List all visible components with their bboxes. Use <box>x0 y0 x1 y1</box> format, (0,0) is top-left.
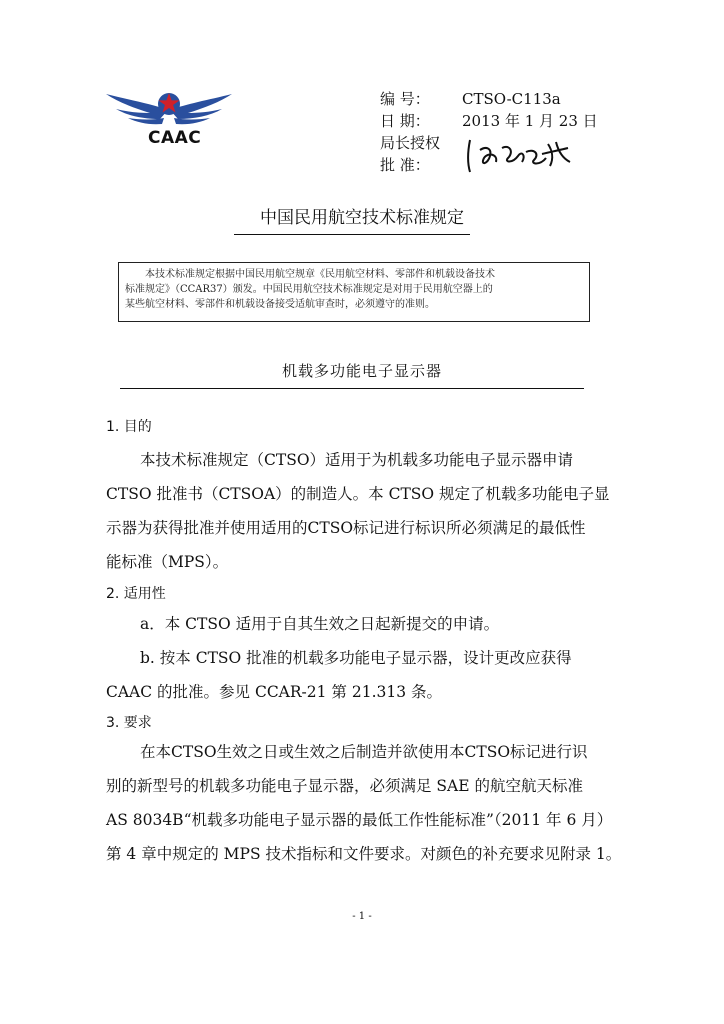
section-2-heading: 2. 适用性 <box>106 586 166 602</box>
section-1-body <box>106 443 616 579</box>
section-3-line <box>106 769 616 803</box>
date-label: 日 期： <box>380 112 430 130</box>
section-3-line <box>106 735 616 769</box>
document-title: 机载多功能电子显示器 <box>281 362 442 380</box>
section-3-heading: 3. 要求 <box>106 715 152 731</box>
section-2-line-a: a．本 CTSO 适用于自其生效之日起新提交的申请。 <box>140 615 500 633</box>
section-1-line-1: 本技术标准规定（CTSO）适用于为机载多功能电子显示器申请 <box>140 451 574 469</box>
page-number: - 1 - <box>352 911 372 922</box>
authorization-label: 局长授权 <box>380 134 441 152</box>
section-3-body <box>106 735 622 871</box>
regulation-title: 中国民用航空技术标准规定 <box>260 208 464 228</box>
notice-line-2: 标准规定》（CCAR37）颁发。中国民用航空技术标准规定是对用于民用航空器上的 <box>125 284 493 295</box>
meta-number-row <box>380 88 598 110</box>
document-title-underline <box>120 388 584 389</box>
section-2-item-a <box>106 607 616 641</box>
section-1-line-3: 示器为获得批准并使用适用的CTSO标记进行标识所必须满足的最低性 <box>106 519 586 537</box>
notice-line-3: 某些航空材料、零部件和机载设备接受适航审查时，必须遵守的准则。 <box>125 299 435 310</box>
section-3-line-4: 第 4 章中规定的 MPS 技术指标和文件要求。对颜色的补充要求见附录 1。 <box>106 845 622 863</box>
section-2-item-b-cont <box>106 675 616 709</box>
section-1-line <box>106 443 616 477</box>
section-3-line <box>106 803 616 837</box>
section-3-line-3: AS 8034B“机载多功能电子显示器的最低工作性能标准”（2011 年 6 月） <box>106 811 613 829</box>
approve-label: 批 准： <box>380 156 430 174</box>
handwritten-signature <box>464 136 576 176</box>
section-3-line <box>106 837 622 871</box>
section-2-body <box>106 607 616 709</box>
number-label: 编 号： <box>380 90 430 108</box>
section-2-line-b2: CAAC 的批准。参见 CCAR-21 第 21.313 条。 <box>106 683 443 701</box>
notice-line-1: 本技术标准规定根据中国民用航空规章《民用航空材料、零部件和机载设备技术 <box>145 269 495 280</box>
section-1-line <box>106 477 616 511</box>
section-1-line <box>106 511 616 545</box>
section-2-line-b1: b. 按本 CTSO 批准的机载多功能电子显示器，设计更改应获得 <box>140 649 572 667</box>
section-1-line-2: CTSO 批准书（CTSOA）的制造人。本 CTSO 规定了机载多功能电子显 <box>106 485 610 503</box>
section-2-item-b <box>106 641 616 675</box>
number-value: CTSO-C113a <box>462 90 561 108</box>
caac-logo-text: CAAC <box>148 128 202 148</box>
notice-box <box>118 262 590 322</box>
section-1-heading: 1. 目的 <box>106 419 152 435</box>
section-3-line-2: 别的新型号的机载多功能电子显示器，必须满足 SAE 的航空航天标准 <box>106 777 583 795</box>
section-1-line <box>106 545 616 579</box>
date-value: 2013 年 1 月 23 日 <box>462 112 598 130</box>
title-underline <box>234 234 470 235</box>
meta-date-row <box>380 110 598 132</box>
caac-logo <box>104 82 234 154</box>
section-1-line-4: 能标准（MPS）。 <box>106 553 229 571</box>
section-3-line-1: 在本CTSO生效之日或生效之后制造并欲使用本CTSO标记进行识 <box>140 743 588 761</box>
